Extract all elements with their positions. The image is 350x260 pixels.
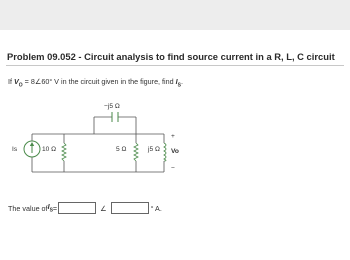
angle-symbol: ∠: [100, 203, 107, 213]
source-arrow-head: [30, 142, 34, 146]
question-prefix: If: [8, 77, 14, 86]
r1-resistor: [62, 143, 66, 161]
question-suffix: .: [180, 77, 183, 86]
answer-equals: =: [52, 203, 58, 213]
problem-question: [8, 77, 183, 88]
answer-is-symbol: I: [47, 202, 50, 212]
r2-label: 5 Ω: [116, 146, 127, 153]
is-symbol: I: [175, 77, 178, 86]
ind-label: j5 Ω: [148, 146, 160, 153]
r1-label: 10 Ω: [42, 146, 57, 153]
answer-row: [8, 202, 162, 214]
current-source: [24, 141, 40, 157]
magnitude-input[interactable]: [58, 202, 96, 214]
answer-prefix: The value of: [8, 203, 48, 213]
answer-is-subscript: S: [49, 207, 53, 214]
answer-unit: ° A.: [150, 203, 162, 213]
inductor: [164, 143, 166, 161]
vo-subscript: O: [18, 82, 23, 89]
title-divider: [6, 65, 344, 66]
vo-value: = 8∠60° V in the circuit given in the figure, find: [22, 77, 176, 86]
is-subscript: S: [177, 82, 181, 89]
problem-title: Problem 09.052 - Circuit analysis to find source current in a R, L, C circuit: [7, 51, 335, 62]
vo-minus: −: [171, 165, 175, 172]
cap-label: −j5 Ω: [104, 103, 120, 110]
source-label: Is: [12, 146, 18, 153]
top-bar: [0, 0, 350, 30]
r2-resistor: [134, 143, 138, 161]
vo-symbol: V: [14, 77, 19, 86]
angle-input[interactable]: [111, 202, 149, 214]
vo-label: Vo: [171, 148, 179, 155]
vo-plus: +: [171, 133, 175, 140]
